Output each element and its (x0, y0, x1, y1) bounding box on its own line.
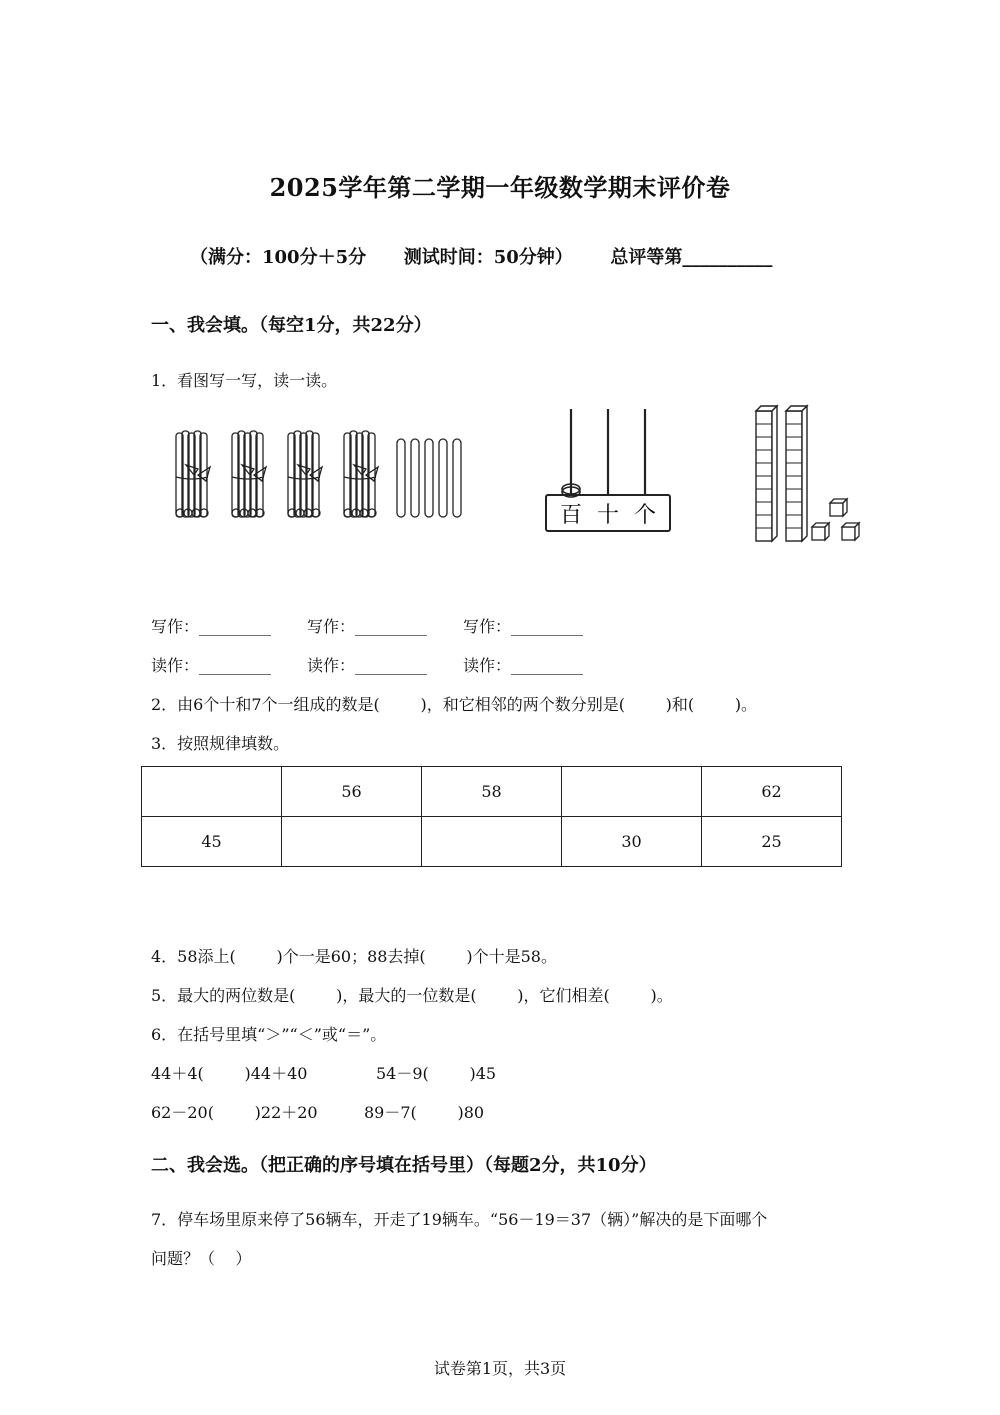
compare-item-b: 54－9( )45 (376, 1064, 497, 1083)
question-3: 3．按照规律填数。 (151, 734, 290, 753)
read-answer-1[interactable]: 读作：_________ (151, 656, 272, 675)
question-6: 6．在括号里填“＞”“＜”或“＝”。 (151, 1025, 387, 1044)
table-cell[interactable] (142, 767, 282, 817)
table-cell: 30 (562, 817, 702, 867)
table-cell: 25 (702, 817, 842, 867)
compare-item-a: 44＋4( )44＋40 (151, 1064, 308, 1083)
question-2: 2．由6个十和7个一组成的数是( )，和它相邻的两个数分别是( )和( )。 (151, 695, 758, 714)
abacus-label-ones: 个 (633, 503, 657, 528)
compare-item-c: 62－20( )22＋20 (151, 1103, 318, 1122)
question-7: 7．停车场里原来停了56辆车，开走了19辆车。“56－19＝37（辆）”解决的是下面哪个 (151, 1210, 768, 1229)
table-cell: 45 (142, 817, 282, 867)
section-1-heading: 一、我会填。（每空1分，共22分） (151, 315, 432, 336)
table-cell[interactable] (422, 817, 562, 867)
pattern-table (141, 766, 842, 867)
compare-item-d: 89－7( )80 (364, 1103, 485, 1122)
abacus-label-tens: 十 (596, 503, 620, 528)
question-4: 4．58添上( )个一是60；88去掉( )个十是58。 (151, 947, 557, 966)
question-1: 1．看图写一写，读一读。 (151, 371, 338, 390)
question-5: 5．最大的两位数是( )，最大的一位数是( )，它们相差( )。 (151, 986, 673, 1005)
section-2-heading: 二、我会选。（把正确的序号填在括号里）（每题2分，共10分） (151, 1155, 657, 1176)
write-answer-1[interactable]: 写作：_________ (151, 617, 272, 636)
table-cell: 58 (422, 767, 562, 817)
page-footer: 试卷第1页，共3页 (433, 1359, 567, 1378)
table-row (142, 817, 842, 867)
write-answer-2[interactable]: 写作：_________ (307, 617, 428, 636)
table-cell[interactable] (562, 767, 702, 817)
table-cell[interactable] (282, 817, 422, 867)
write-answer-3[interactable]: 写作：_________ (463, 617, 584, 636)
read-answer-2[interactable]: 读作：_________ (307, 656, 428, 675)
question-7-continued: 问题？（ ） (151, 1249, 252, 1268)
table-cell: 62 (702, 767, 842, 817)
counting-frame-figure (540, 405, 680, 535)
stick-bundles-figure (168, 425, 478, 525)
read-answer-3[interactable]: 读作：_________ (463, 656, 584, 675)
table-row (142, 767, 842, 817)
abacus-label-hundreds: 百 (559, 503, 583, 528)
exam-title: 2025学年第二学期一年级数学期末评价卷 (269, 173, 731, 202)
exam-subtitle: （满分：100分＋5分 测试时间：50分钟） 总评等第__________ (190, 247, 773, 268)
table-cell: 56 (282, 767, 422, 817)
base-ten-blocks-figure (748, 403, 866, 545)
